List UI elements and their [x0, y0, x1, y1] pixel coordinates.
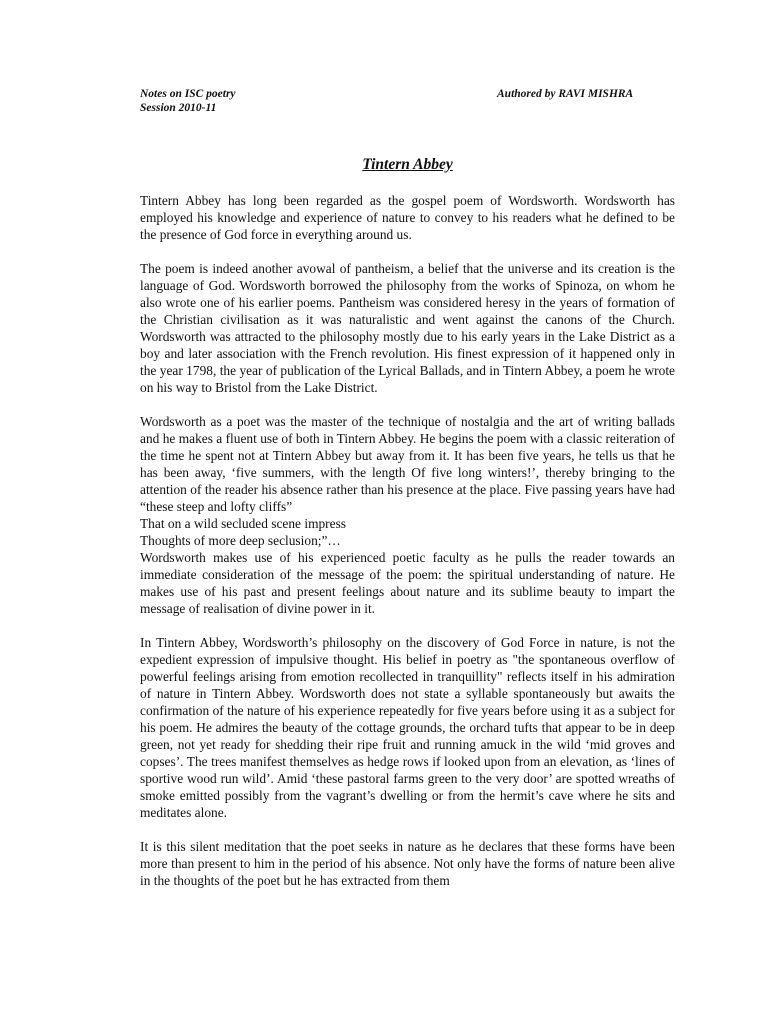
header-left	[140, 87, 236, 115]
paragraph-5: In Tintern Abbey, Wordsworth’s philosophy on the discovery of God Force in nature, is not the expedient expression of impulsive thought. His belief in poetry as "the spontaneous overflow of powerful feelings arising from emotion recollected in tranquillity" reflects itself in his admiration of nature in Tintern Abbey. Wordsworth does not state a syllable spontaneously but awaits the confirmation of the nature of his experience repeatedly for five years before using it as a subject for his poem. He admires the beauty of the cottage grounds, the orchard tufts that appear to be in deep green, not yet ready for shedding their ripe fruit and running amuck in the wild ‘mid groves and copses’. The trees manifest themselves as hedge rows if looked upon from an elevation, as ‘lines of sportive wood run wild’. Amid ‘these pastoral farms green to the very door’ are spotted wreaths of smoke emitted possibly from the vagrant’s dwelling or from the hermit’s cave where he sits and meditates alone.	[140, 635, 675, 820]
header-author: Authored by RAVI MISHRA	[497, 88, 634, 100]
paragraph-6: It is this silent meditation that the poet seeks in nature as he declares that these forms have been more than present to him in the period of his absence. Not only have the forms of nature been alive in the thoughts of the poet but he has extracted from them	[140, 839, 675, 888]
verse-line-1: That on a wild secluded scene impress	[140, 516, 347, 531]
paragraph-3: Wordsworth as a poet was the master of the technique of nostalgia and the art of writing ballads and he makes a fluent use of both in Tintern Abbey. He begins the poem with a classic reiteration of the time he spent not at Tintern Abbey but away from it. It has been five years, he tells us that he has been away, ‘five summers, with the length Of five long winters!’, thereby bringing to the attention of the reader his absence rather than his presence at the place. Five passing years have had “these steep and lofty cliffs”	[140, 414, 675, 514]
paragraph-4: Wordsworth makes use of his experienced poetic faculty as he pulls the reader towards an immediate consideration of the message of the poem: the spiritual understanding of nature. He makes use of his past and present feelings about nature and its sublime beauty to impart the message of realisation of divine power in it.	[140, 550, 675, 616]
header-course-title: Notes on ISC poetry	[140, 88, 236, 100]
verse-line-2: Thoughts of more deep seclusion;”…	[140, 533, 341, 548]
document-title: Tintern Abbey	[362, 156, 453, 173]
header-session: Session 2010-11	[140, 102, 217, 114]
paragraph-2: The poem is indeed another avowal of pantheism, a belief that the universe and its creation is the language of God. Wordsworth borrowed the philosophy from the works of Spinoza, on whom he also wrote one of his earlier poems. Pantheism was considered heresy in the years of formation of the Christian civilisation as it was naturalistic and went against the canons of the Church. Wordsworth was attracted to the philosophy mostly due to his early years in the Lake District as a boy and later association with the French revolution. His finest expression of it happened only in the year 1798, the year of publication of the Lyrical Ballads, and in Tintern Abbey, a poem he wrote on his way to Bristol from the Lake District.	[140, 261, 675, 395]
paragraph-1: Tintern Abbey has long been regarded as the gospel poem of Wordsworth. Wordsworth has employed his knowledge and experience of nature to convey to his readers what he defined to be the presence of God force in everything around us.	[140, 193, 675, 242]
document-body	[140, 192, 675, 906]
